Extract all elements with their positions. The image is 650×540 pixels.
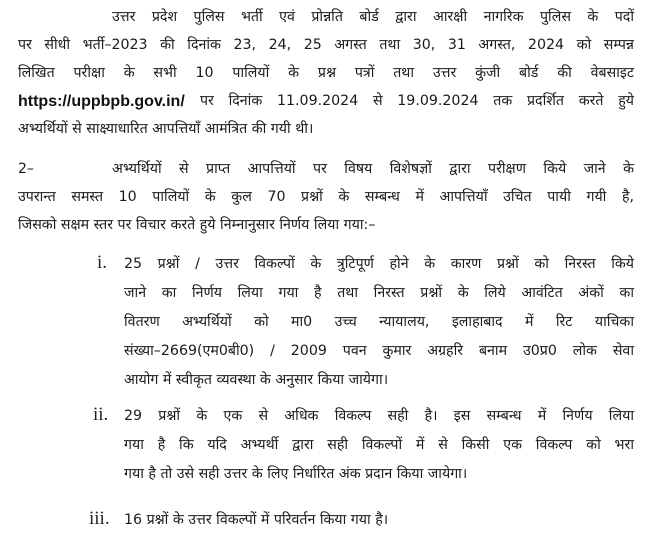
website-url-link[interactable]: https://uppbpb.gov.in/ bbox=[18, 93, 185, 110]
paragraph-2-line-3: जिसको सक्षम स्तर पर विचार करते हुये निम्नानुसार निर्णय लिया गया:– bbox=[18, 217, 376, 233]
list-item-marker: i. bbox=[97, 252, 108, 273]
list-item-iii-line-1: 16 प्रश्नों के उत्तर विकल्पों में परिवर्तन किया गया है। bbox=[124, 512, 389, 528]
list-item-i-line-1: 25 प्रश्नों / उत्तर विकल्पों के त्रुटिपूर्ण होने के कारण प्रश्नों को निरस्त किये bbox=[124, 256, 634, 272]
list-item-ii-line-2: गया है कि यदि अभ्यर्थी द्वारा सही विकल्पों में से किसी एक विकल्प को भरा bbox=[124, 437, 634, 453]
list-item-i-line-5: आयोग में स्वीकृत व्यवस्था के अनुसार किया जायेगा। bbox=[124, 372, 389, 388]
list-item-i-line-4: संख्या–2669(एम0बी0) / 2009 पवन कुमार अग्रहरि बनाम उ0प्र0 लोक सेवा bbox=[124, 343, 634, 359]
list-item-ii-line-1: 29 प्रश्नों के एक से अधिक विकल्प सही है। इस सम्बन्ध में निर्णय लिया bbox=[124, 408, 634, 424]
list-item-ii-line-3: गया है तो उसे सही उत्तर के लिए निर्धारित अंक प्रदान किया जायेगा। bbox=[124, 466, 468, 482]
list-item-marker: ii. bbox=[93, 404, 109, 425]
paragraph-1-line-4: पर दिनांक 11.09.2024 से 19.09.2024 तक प्रदर्शित करते हुये bbox=[200, 93, 634, 109]
paragraph-1-line-5: अभ्यर्थियों से साक्ष्याधारित आपत्तियॉं आमंत्रित की गयी थी। bbox=[18, 121, 314, 137]
paragraph-2-line-1: अभ्यर्थियों से प्राप्त आपत्तियों पर विषय विशेषज्ञों द्वारा परीक्षण किये जाने के bbox=[112, 161, 634, 177]
paragraph-2-line-2: उपरान्त समस्त 10 पालियों के कुल 70 प्रश्नों के सम्बन्ध में आपत्तियॉं उचित पायी गयी है, bbox=[18, 189, 634, 205]
paragraph-1-line-3: लिखित परीक्षा के सभी 10 पालियों के प्रश्न पत्रों तथा उत्तर कुंजी बोर्ड की वेबसाइट bbox=[18, 65, 634, 81]
list-item-i-line-2: जाने का निर्णय लिया गया है तथा निरस्त प्रश्नों के लिये आवंटित अंकों का bbox=[124, 285, 634, 301]
paragraph-1-line-2: पर सीधी भर्ती–2023 की दिनांक 23, 24, 25 अगस्त तथा 30, 31 अगस्त, 2024 को सम्पन्न bbox=[18, 37, 634, 53]
list-item-marker: iii. bbox=[89, 508, 110, 529]
paragraph-2-number: 2– bbox=[18, 161, 34, 177]
paragraph-1-line-1: उत्तर प्रदेश पुलिस भर्ती एवं प्रोन्नति बोर्ड द्वारा आरक्षी नागरिक पुलिस के पदों bbox=[112, 9, 634, 25]
list-item-i-line-3: वितरण अभ्यर्थियों को मा0 उच्च न्यायालय, इलाहाबाद में रिट याचिका bbox=[124, 314, 634, 330]
